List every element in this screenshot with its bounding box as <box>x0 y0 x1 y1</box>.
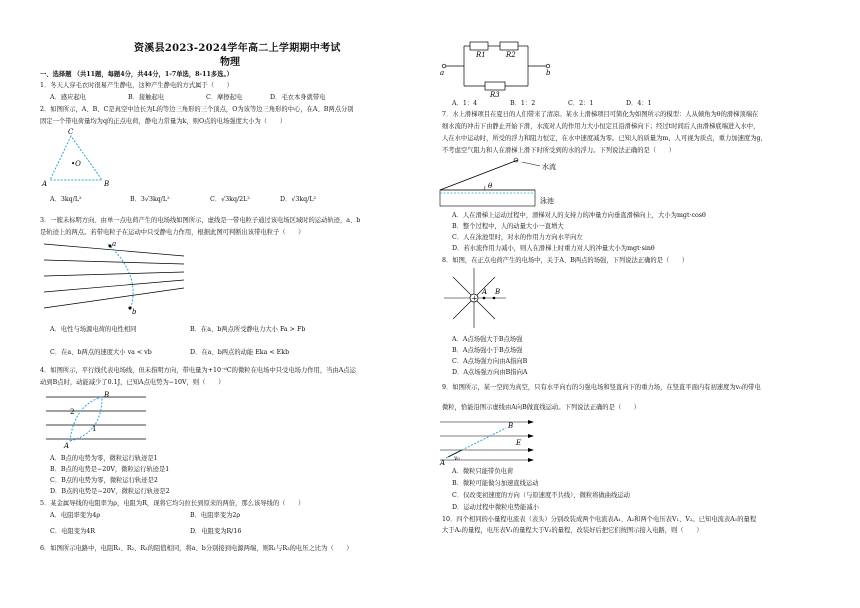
question-9-stem-line2: 微粒，恰能沿图示虚线由A向B做直线运动。下列说法正确的是（ ） <box>442 404 641 411</box>
q7-option-a: A．人在滑梯上运动过程中，滑梯对人的支持力的冲量方向垂直滑梯向上，大小为mgt·cosθ <box>452 212 706 219</box>
question-10-stem-line1: 10．四个相同的小量程电流表（表头）分别改装成两个电流表A₁、A₂和两个电压表V₁、V₂。已知电流表A₁的量程 <box>442 516 757 523</box>
right-column <box>440 0 840 608</box>
left-column <box>38 0 440 608</box>
triangle-figure <box>44 128 114 190</box>
point-charge-figure <box>440 266 510 332</box>
q6-option-c: C．2：1 <box>568 100 594 107</box>
subject-title: 物理 <box>220 57 240 68</box>
parallel-field-figure <box>44 389 154 449</box>
q4-option-b: B．B点的电势是−20V，微粒运行轨迹是1 <box>50 466 170 473</box>
pool-label: 泳池 <box>540 197 554 205</box>
water-slide-figure <box>440 156 580 210</box>
point-a-label: A <box>482 288 488 296</box>
q8-option-d: D．A点场强方向由B指向A <box>452 369 528 376</box>
path-2-label: 2 <box>70 408 75 416</box>
v0-label: v₀ <box>454 455 460 462</box>
question-7-stem-line4: 不考虑空气阻力和人在滑梯上滑下时所受到的水的浮力。下列说法正确的是（ ） <box>442 147 675 154</box>
uniform-field-figure <box>440 414 540 466</box>
plus-charge-label: + <box>471 294 478 303</box>
q5-option-c: C．电阻变为4R <box>50 528 96 535</box>
question-8-stem: 8．如图，在正点电荷产生的电场中，关于A、B两点的场强，下列说法正确的是（ ） <box>442 257 689 264</box>
circuit-figure <box>440 40 560 98</box>
question-5-stem: 5．某金属导线的电阻率为ρ，电阻为R，现将它均匀拉长到原来的两倍，那么该导线的（ ） <box>40 500 305 507</box>
q1-option-d: D．毛衣本身就带电 <box>270 94 326 101</box>
q7-option-b: B．整个过程中，人的动量大小一直增大 <box>452 223 564 230</box>
question-7-stem-line2: 细水流的冲击下由静止开始下滑，水流对人的作用力大小恒定且沿滑梯向下；经过t时间后人由滑梯底端进入水中， <box>442 123 760 130</box>
section-heading: 一、选择题 （共11题，每题4分，共44分，1-7单选，8-11多选。） <box>40 71 233 78</box>
question-3-stem-line2: 是轨迹上的两点。若带电粒子在运动中只受静电力作用，根据此图可判断出该带电粒子（ ） <box>40 229 305 236</box>
question-2-stem-line1: 2．如图所示，A、B、C是真空中边长为L的等边三角形的三个顶点，O为该等边三角形的中心，在A、B两点分别 <box>40 106 354 113</box>
point-b-label: b <box>132 308 137 316</box>
question-4-stem-line1: 4．如图所示，平行线代表电场线，但未指明方向，带电量为+10⁻⁶C的微粒在电场中只受电场力作用，当由A点运 <box>40 367 356 374</box>
q4-option-c: C．B点的电势为零，微粒运行轨迹是2 <box>50 477 158 484</box>
q9-option-a: A．微粒只能带负电荷 <box>452 468 514 475</box>
question-3-stem-line1: 3．一簇未标明方向、由单一点电荷产生的电场线如图所示，虚线是一带电粒子通过该电场区域时的运动轨迹，a、b <box>40 217 361 224</box>
question-9-stem-line1: 9．如图所示，某一空间为真空，只有水平向右的匀强电场和竖直向下的重力场，在竖直平面内有初速度为v₀的带电 <box>442 384 761 391</box>
vertex-c-label: C <box>68 128 74 136</box>
field-lines-figure <box>42 238 192 314</box>
q3-option-d: D．在a、b两点的动能 Eka < Ekb <box>190 349 290 356</box>
question-1-stem: 1．冬天人穿毛衣时很易产生静电，这种产生静电的方式属于（ ） <box>40 82 233 89</box>
q6-option-d: D．4：1 <box>626 100 652 107</box>
q5-option-d: D．电阻变为R/16 <box>190 528 242 535</box>
q8-option-a: A．A点场强大于B点场强 <box>452 336 523 343</box>
r1-label: R1 <box>476 51 486 59</box>
question-7-stem-line1: 7．水上滑梯项目在夏日的人们带来了清凉。某水上滑梯项目可简化为如图所示的模型：人从倾角为θ的滑梯顶端在 <box>442 111 759 118</box>
q9-option-d: D．运动过程中微粒电势能减小 <box>452 504 539 511</box>
question-7-stem-line3: 人在水中运动时，所受的浮力和阻力恒定，在水中速度减为零。已知人的质量为m，人可视为质点，重力加速度为g， <box>442 135 767 142</box>
point-b-label: B <box>508 422 514 430</box>
q2-option-b: B．3√3kq/L² <box>130 196 170 203</box>
q8-option-c: C．A点场强方向由A指向B <box>452 358 528 365</box>
q7-option-c: C．人在泳池里时，对水的作用力方向水平向左 <box>452 234 583 241</box>
q2-option-c: C．√3kq/2L² <box>210 196 250 203</box>
r3-label: R3 <box>490 91 500 99</box>
q8-option-b: B．A点场强小于B点场强 <box>452 347 523 354</box>
path-1-label: 1 <box>92 425 97 433</box>
water-flow-label: 水流 <box>542 163 556 171</box>
q3-option-a: A．电性与场源电荷的电性相同 <box>50 326 137 333</box>
point-b-label: B <box>104 391 110 399</box>
question-10-stem-line2: 大于A₂的量程，电压表V₁的量程大于V₂的量程，改装好后把它们按图示接入电路，则（ ） <box>442 527 703 534</box>
theta-label: θ <box>488 182 493 190</box>
vertex-a-label: A <box>42 180 48 188</box>
q1-option-b: B．接触起电 <box>128 94 165 101</box>
q4-option-a: A．B点的电势为零，微粒运行轨迹是1 <box>50 455 158 462</box>
q3-option-c: C．在a、b两点的速度大小 va < vb <box>50 349 152 356</box>
point-a-label: a <box>112 240 117 248</box>
q5-option-a: A．电阻率变为4ρ <box>50 512 101 519</box>
q9-option-b: B．微粒可能做匀加速直线运动 <box>452 480 539 487</box>
question-6-stem: 6．如图所示电路中，电阻R₁、R₂、R₃的阻值相同，将a、b分别接到电源两端，则R₁与R₃的电压之比为（ ） <box>40 545 353 552</box>
q2-option-a: A．3kq/L² <box>50 196 82 203</box>
question-2-stem-line2: 固定一个带电荷量均为q的正点电荷，静电力常量为k，则O点的电场强度大小为（ ） <box>40 118 286 125</box>
q2-option-d: D．√3kq/L² <box>280 196 317 203</box>
point-a-label: A <box>64 442 70 450</box>
point-b-label: B <box>495 288 501 296</box>
q6-option-b: B．1：2 <box>510 100 536 107</box>
vertex-b-label: B <box>104 180 110 188</box>
terminal-b-label: b <box>546 69 551 77</box>
q4-option-d: D．B点的电势是−20V，微粒运行轨迹是2 <box>50 488 170 495</box>
terminal-a-label: a <box>440 69 445 77</box>
question-4-stem-line2: 动到B点时，动能减少了0.1J，已知A点电势为−10V，则（ ） <box>40 379 225 386</box>
q6-option-a: A．1：4 <box>452 100 478 107</box>
point-a-label: A <box>440 459 446 467</box>
field-e-label: E <box>516 439 522 447</box>
q3-option-b: B．在a、b两点所受静电力大小 Fa > Fb <box>190 326 306 333</box>
center-o-label: •O <box>71 160 81 168</box>
r2-label: R2 <box>506 51 516 59</box>
q7-option-d: D．若水流作用力减小，则人在滑梯上时重力对人的冲量大小为mgt·sinθ <box>452 245 655 252</box>
exam-title: 资溪县2023-2024学年高二上学期期中考试 <box>134 43 341 54</box>
q9-option-c: C．仅改变初速度的方向（与原速度不共线），微粒将做曲线运动 <box>452 492 630 499</box>
q1-option-c: C．摩擦起电 <box>206 94 243 101</box>
q5-option-b: B．电阻率变为2ρ <box>190 512 241 519</box>
q1-option-a: A．感应起电 <box>50 94 87 101</box>
